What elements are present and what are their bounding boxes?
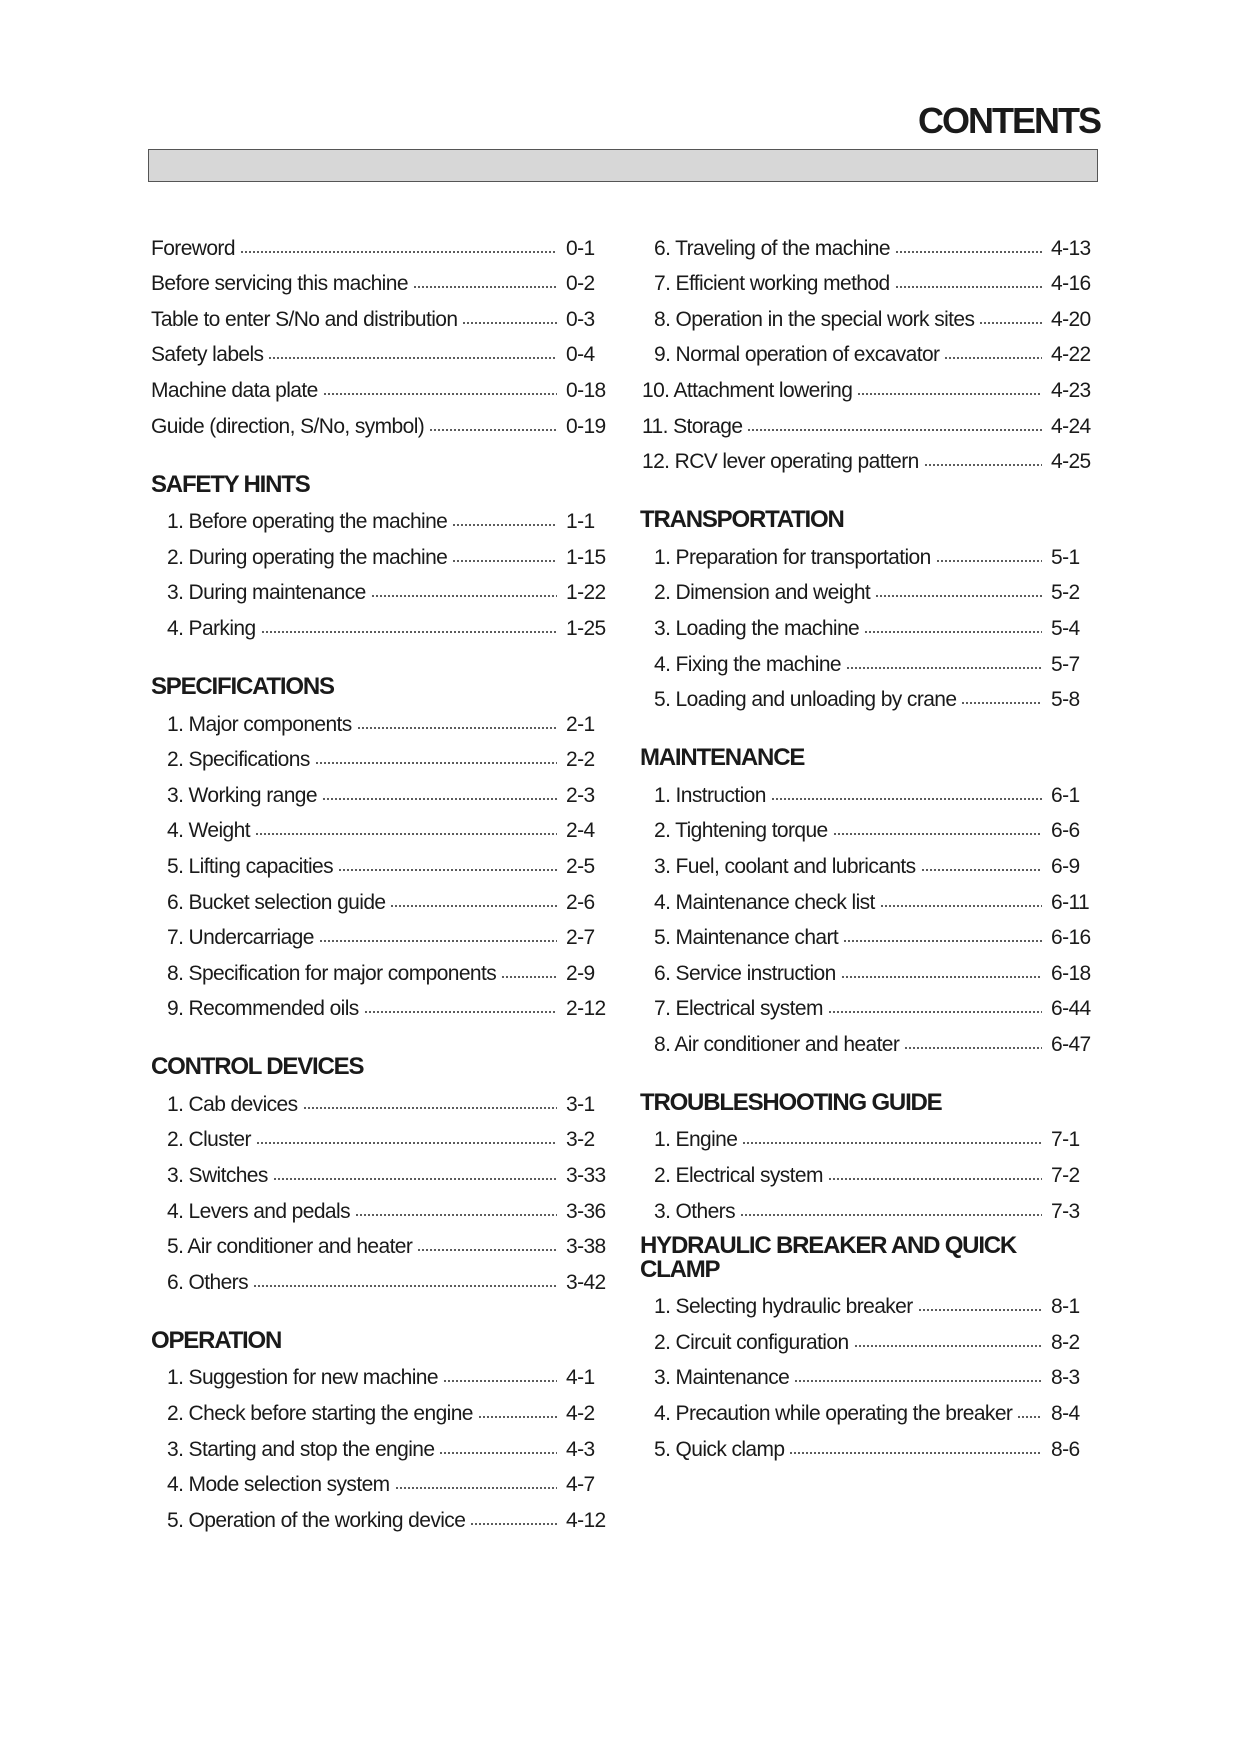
toc-entry-label: 1. Suggestion for new machine xyxy=(167,1366,438,1390)
toc-entry-page: 4-22 xyxy=(1051,343,1091,367)
dot-leader xyxy=(255,833,557,835)
toc-entry-label: Safety labels xyxy=(151,343,264,367)
toc-entry[interactable] xyxy=(640,1019,1096,1055)
section-heading[interactable]: CONTROL DEVICES xyxy=(151,1053,364,1081)
toc-entry-page: 3-42 xyxy=(566,1270,606,1294)
toc-entry-label: 2. During operating the machine xyxy=(167,545,448,569)
toc-entry[interactable] xyxy=(151,568,611,604)
toc-entry-label: 1. Major components xyxy=(167,712,352,736)
toc-entry-page: 3-38 xyxy=(566,1235,606,1259)
toc-entry-page: 6-9 xyxy=(1051,854,1080,878)
toc-entry-label: 1. Engine xyxy=(654,1128,738,1152)
dot-leader xyxy=(918,1309,1042,1311)
dot-leader xyxy=(742,1142,1042,1144)
toc-entry-label: 3. Others xyxy=(654,1199,735,1223)
toc-entry-label: 10. Attachment lowering xyxy=(642,378,853,402)
toc-section xyxy=(151,1043,611,1293)
dot-leader xyxy=(364,1011,557,1013)
toc-section xyxy=(151,663,611,1019)
toc-entry[interactable] xyxy=(151,497,611,533)
toc-entry-page: 0-2 xyxy=(566,272,595,296)
toc-entry-page: 2-1 xyxy=(566,712,595,736)
toc-entry-page: 4-13 xyxy=(1051,236,1091,260)
toc-entry-label: Machine data plate xyxy=(151,378,318,402)
toc-entry[interactable] xyxy=(640,1424,1096,1460)
dot-leader xyxy=(478,1416,557,1418)
toc-entry-page: 8-6 xyxy=(1051,1437,1080,1461)
toc-entry-label: 5. Maintenance chart xyxy=(654,926,839,950)
toc-entry-page: 6-11 xyxy=(1051,890,1090,914)
toc-entry-page: 0-19 xyxy=(566,414,606,438)
toc-entry-page: 3-1 xyxy=(566,1092,595,1116)
dot-leader xyxy=(961,702,1042,704)
toc-entry[interactable] xyxy=(640,437,1096,473)
dot-leader xyxy=(470,1523,557,1525)
toc-entry-label: 5. Loading and unloading by crane xyxy=(654,688,957,712)
toc-entry[interactable] xyxy=(151,877,611,913)
dot-leader xyxy=(338,869,557,871)
toc-entry-page: 0-4 xyxy=(566,343,595,367)
toc-entry-page: 6-6 xyxy=(1051,819,1080,843)
toc-entry-label: 6. Traveling of the machine xyxy=(654,236,890,260)
dot-leader xyxy=(841,976,1042,978)
toc-entry-label: 8. Operation in the special work sites xyxy=(654,307,975,331)
toc-entry[interactable] xyxy=(640,1317,1096,1353)
toc-entry[interactable] xyxy=(151,735,611,771)
dot-leader xyxy=(253,1285,557,1287)
toc-entry[interactable] xyxy=(151,259,611,295)
toc-entry[interactable] xyxy=(151,1257,611,1293)
toc-entry-page: 5-8 xyxy=(1051,688,1080,712)
toc-entry-page: 8-3 xyxy=(1051,1366,1080,1390)
dot-leader xyxy=(452,560,557,562)
toc-entry-label: 2. Specifications xyxy=(167,748,310,772)
toc-entry[interactable] xyxy=(640,1186,1096,1222)
toc-entry-label: 4. Weight xyxy=(167,819,250,843)
toc-entry[interactable] xyxy=(151,1460,611,1496)
dot-leader xyxy=(794,1380,1042,1382)
toc-entry-label: 6. Service instruction xyxy=(654,961,836,985)
dot-leader xyxy=(979,322,1042,324)
toc-entry-label: 9. Recommended oils xyxy=(167,997,359,1021)
dot-leader xyxy=(443,1380,557,1382)
toc-entry-page: 3-36 xyxy=(566,1199,606,1223)
toc-section xyxy=(640,496,1096,710)
toc-entry[interactable] xyxy=(640,1353,1096,1389)
section-heading[interactable]: SAFETY HINTS xyxy=(151,470,310,498)
toc-entry[interactable] xyxy=(640,1150,1096,1186)
toc-entry[interactable] xyxy=(151,532,611,568)
toc-entry-label: 4. Maintenance check list xyxy=(654,890,875,914)
page-title: CONTENTS xyxy=(918,100,1100,141)
toc-entry-page: 6-44 xyxy=(1051,997,1091,1021)
toc-entry[interactable] xyxy=(151,913,611,949)
toc-entry-page: 4-1 xyxy=(566,1366,595,1390)
toc-entry[interactable] xyxy=(151,806,611,842)
toc-entry[interactable] xyxy=(640,913,1096,949)
toc-entry-label: 7. Efficient working method xyxy=(654,272,890,296)
toc-entry-label: 8. Air conditioner and heater xyxy=(654,1032,900,1056)
toc-section xyxy=(640,1079,1096,1222)
toc-entry[interactable] xyxy=(151,699,611,735)
toc-entry-label: Foreword xyxy=(151,236,235,260)
toc-entry-label: 7. Undercarriage xyxy=(167,926,314,950)
toc-entry[interactable] xyxy=(151,1079,611,1115)
toc-entry-page: 2-3 xyxy=(566,783,595,807)
dot-leader xyxy=(429,429,557,431)
dot-leader xyxy=(439,1452,557,1454)
toc-entry[interactable] xyxy=(640,603,1096,639)
toc-entry-label: 4. Precaution while operating the breaker xyxy=(654,1402,1013,1426)
toc-entry-label: 12. RCV lever operating pattern xyxy=(642,450,919,474)
dot-leader xyxy=(880,905,1042,907)
toc-entry-label: 5. Operation of the working device xyxy=(167,1508,466,1532)
toc-entry-label: 4. Mode selection system xyxy=(167,1473,390,1497)
toc-entry-page: 2-2 xyxy=(566,748,595,772)
toc-entry[interactable] xyxy=(640,1282,1096,1318)
toc-entry-page: 5-2 xyxy=(1051,581,1080,605)
dot-leader xyxy=(740,1214,1042,1216)
toc-section xyxy=(151,461,611,639)
toc-entry[interactable] xyxy=(151,1353,611,1389)
section-heading[interactable]: HYDRAULIC BREAKER AND QUICK CLAMP xyxy=(640,1231,1017,1283)
dot-leader xyxy=(936,560,1042,562)
section-heading[interactable]: SPECIFICATIONS xyxy=(151,672,334,700)
toc-entry-label: 1. Instruction xyxy=(654,783,766,807)
toc-entry-label: 3. Maintenance xyxy=(654,1366,790,1390)
dot-leader xyxy=(355,1214,557,1216)
toc-entry-page: 8-4 xyxy=(1051,1402,1080,1426)
dot-leader xyxy=(828,1011,1042,1013)
toc-entry[interactable] xyxy=(151,1186,611,1222)
toc-entry[interactable] xyxy=(640,532,1096,568)
dot-leader xyxy=(846,667,1042,669)
dot-leader xyxy=(501,976,557,978)
toc-entry-label: 2. Check before starting the engine xyxy=(167,1402,473,1426)
dot-leader xyxy=(240,251,557,253)
toc-column-left xyxy=(151,223,611,1531)
toc-entry[interactable] xyxy=(640,1388,1096,1424)
toc-entry-label: 8. Specification for major components xyxy=(167,961,497,985)
toc-entry-page: 6-18 xyxy=(1051,961,1091,985)
toc-entry-page: 4-24 xyxy=(1051,414,1091,438)
dot-leader xyxy=(319,940,557,942)
toc-entry-label: 2. Circuit configuration xyxy=(654,1330,849,1354)
toc-entry-page: 4-20 xyxy=(1051,307,1091,331)
toc-entry[interactable] xyxy=(151,1424,611,1460)
toc-entry[interactable] xyxy=(151,1150,611,1186)
dot-leader xyxy=(771,798,1042,800)
toc-entry-label: 3. During maintenance xyxy=(167,581,366,605)
toc-entry[interactable] xyxy=(640,223,1096,259)
toc-entry[interactable] xyxy=(151,841,611,877)
dot-leader xyxy=(857,393,1042,395)
toc-entry-label: 2. Cluster xyxy=(167,1128,251,1152)
toc-entry-label: 4. Levers and pedals xyxy=(167,1199,350,1223)
toc-entry-label: 1. Preparation for transportation xyxy=(654,545,931,569)
toc-entry-label: 4. Fixing the machine xyxy=(654,652,842,676)
toc-entry[interactable] xyxy=(151,401,611,437)
toc-entry-page: 2-4 xyxy=(566,819,595,843)
toc-column-right xyxy=(640,223,1096,1460)
toc-entry-label: 3. Working range xyxy=(167,783,317,807)
toc-entry-page: 6-16 xyxy=(1051,926,1091,950)
toc-entry[interactable] xyxy=(640,330,1096,366)
toc-entry-page: 4-23 xyxy=(1051,378,1091,402)
toc-entry-page: 8-1 xyxy=(1051,1295,1080,1319)
dot-leader xyxy=(895,251,1042,253)
section-heading[interactable]: OPERATION xyxy=(151,1326,282,1354)
toc-section xyxy=(151,1317,611,1531)
dot-leader xyxy=(854,1345,1042,1347)
section-heading[interactable]: TROUBLESHOOTING GUIDE xyxy=(640,1088,942,1116)
toc-entry[interactable] xyxy=(151,365,611,401)
toc-entry-label: 9. Normal operation of excavator xyxy=(654,343,940,367)
toc-entry[interactable] xyxy=(151,1222,611,1258)
dot-leader xyxy=(357,727,557,729)
dot-leader xyxy=(261,631,557,633)
toc-entry-page: 7-2 xyxy=(1051,1164,1080,1188)
toc-entry-page: 0-1 xyxy=(566,236,595,260)
dot-leader xyxy=(417,1249,557,1251)
toc-entry-page: 4-16 xyxy=(1051,272,1091,296)
dot-leader xyxy=(924,464,1042,466)
toc-entry[interactable] xyxy=(151,1115,611,1151)
dot-leader xyxy=(371,595,557,597)
toc-entry-page: 2-12 xyxy=(566,997,606,1021)
dot-leader xyxy=(747,429,1042,431)
toc-entry-label: 6. Bucket selection guide xyxy=(167,890,386,914)
toc-entry-page: 2-5 xyxy=(566,854,595,878)
toc-entry-page: 7-1 xyxy=(1051,1128,1080,1152)
toc-entry-label: 1. Cab devices xyxy=(167,1092,298,1116)
dot-leader xyxy=(273,1178,557,1180)
dot-leader xyxy=(303,1107,557,1109)
toc-entry-label: 2. Dimension and weight xyxy=(654,581,871,605)
toc-section xyxy=(640,734,1096,1055)
toc-entry[interactable] xyxy=(151,984,611,1020)
dot-leader xyxy=(268,357,557,359)
section-heading[interactable]: MAINTENANCE xyxy=(640,744,805,772)
dot-leader xyxy=(843,940,1042,942)
toc-entry[interactable] xyxy=(151,223,611,259)
dot-leader xyxy=(828,1178,1042,1180)
toc-entry-label: 2. Tightening torque xyxy=(654,819,828,843)
toc-entry-page: 8-2 xyxy=(1051,1330,1080,1354)
toc-entry-label: 3. Switches xyxy=(167,1164,268,1188)
toc-entry-label: 1. Selecting hydraulic breaker xyxy=(654,1295,913,1319)
toc-entry-page: 1-1 xyxy=(566,510,595,534)
dot-leader xyxy=(789,1452,1042,1454)
toc-entry-label: 4. Parking xyxy=(167,616,256,640)
toc-entry-page: 1-22 xyxy=(566,581,606,605)
toc-entry-page: 4-2 xyxy=(566,1402,595,1426)
toc-entry[interactable] xyxy=(151,1388,611,1424)
toc-entry-page: 0-18 xyxy=(566,378,606,402)
toc-entry-page: 6-1 xyxy=(1051,783,1080,807)
dot-leader xyxy=(904,1047,1042,1049)
section-heading[interactable]: TRANSPORTATION xyxy=(640,506,844,534)
dot-leader xyxy=(462,322,557,324)
toc-entry-page: 1-25 xyxy=(566,616,606,640)
toc-entry[interactable] xyxy=(640,401,1096,437)
toc-entry-page: 5-1 xyxy=(1051,545,1080,569)
toc-entry-label: 5. Quick clamp xyxy=(654,1437,785,1461)
toc-entry-label: Guide (direction, S/No, symbol) xyxy=(151,414,425,438)
toc-entry-label: 1. Before operating the machine xyxy=(167,510,448,534)
dot-leader xyxy=(864,631,1042,633)
toc-entry[interactable] xyxy=(640,877,1096,913)
toc-entry-page: 6-47 xyxy=(1051,1032,1091,1056)
toc-entry[interactable] xyxy=(640,948,1096,984)
toc-section xyxy=(640,1231,1096,1461)
toc-entry-label: 7. Electrical system xyxy=(654,997,823,1021)
dot-leader xyxy=(395,1487,557,1489)
toc-entry-page: 3-33 xyxy=(566,1164,606,1188)
toc-entry-label: Before servicing this machine xyxy=(151,272,408,296)
toc-entry-label: Table to enter S/No and distribution xyxy=(151,307,458,331)
toc-entry-page: 5-7 xyxy=(1051,652,1080,676)
toc-entry[interactable] xyxy=(151,330,611,366)
toc-entry[interactable] xyxy=(151,1495,611,1531)
toc-entry-label: 5. Air conditioner and heater xyxy=(167,1235,413,1259)
toc-entry-page: 4-25 xyxy=(1051,450,1091,474)
toc-entry[interactable] xyxy=(640,984,1096,1020)
dot-leader xyxy=(921,869,1042,871)
dot-leader xyxy=(1017,1416,1042,1418)
toc-entry[interactable] xyxy=(151,603,611,639)
toc-entry[interactable] xyxy=(151,294,611,330)
toc-entry-label: 3. Fuel, coolant and lubricants xyxy=(654,854,916,878)
title-bar xyxy=(148,149,1098,182)
toc-entry-page: 4-3 xyxy=(566,1437,595,1461)
dot-leader xyxy=(322,798,557,800)
toc-entry-page: 2-6 xyxy=(566,890,595,914)
toc-entry-page: 1-15 xyxy=(566,545,606,569)
toc-entry-label: 3. Starting and stop the engine xyxy=(167,1437,435,1461)
dot-leader xyxy=(390,905,557,907)
dot-leader xyxy=(323,393,557,395)
toc-entry[interactable] xyxy=(640,770,1096,806)
dot-leader xyxy=(944,357,1042,359)
toc-entry-page: 2-9 xyxy=(566,961,595,985)
dot-leader xyxy=(895,286,1042,288)
toc-entry-label: 6. Others xyxy=(167,1270,248,1294)
toc-entry[interactable] xyxy=(640,1115,1096,1151)
toc-entry-page: 4-7 xyxy=(566,1473,595,1497)
toc-entry-page: 2-7 xyxy=(566,926,595,950)
toc-entry[interactable] xyxy=(640,806,1096,842)
toc-entry[interactable] xyxy=(640,259,1096,295)
toc-entry[interactable] xyxy=(640,294,1096,330)
toc-entry-page: 7-3 xyxy=(1051,1199,1080,1223)
dot-leader xyxy=(833,833,1042,835)
toc-entry[interactable] xyxy=(640,365,1096,401)
dot-leader xyxy=(315,762,557,764)
toc-entry-label: 5. Lifting capacities xyxy=(167,854,334,878)
toc-entry[interactable] xyxy=(640,841,1096,877)
dot-leader xyxy=(452,524,557,526)
toc-entry-label: 3. Loading the machine xyxy=(654,616,860,640)
toc-entry-label: 2. Electrical system xyxy=(654,1164,823,1188)
toc-entry-label: 11. Storage xyxy=(642,414,743,438)
toc-entry[interactable] xyxy=(640,639,1096,675)
toc-entry-page: 5-4 xyxy=(1051,616,1080,640)
toc-entry[interactable] xyxy=(640,675,1096,711)
toc-entry[interactable] xyxy=(640,568,1096,604)
dot-leader xyxy=(875,595,1042,597)
toc-entry[interactable] xyxy=(151,948,611,984)
dot-leader xyxy=(413,286,557,288)
toc-entry-page: 0-3 xyxy=(566,307,595,331)
toc-entry[interactable] xyxy=(151,770,611,806)
toc-entry-page: 3-2 xyxy=(566,1128,595,1152)
dot-leader xyxy=(256,1142,557,1144)
toc-entry-page: 4-12 xyxy=(566,1508,606,1532)
